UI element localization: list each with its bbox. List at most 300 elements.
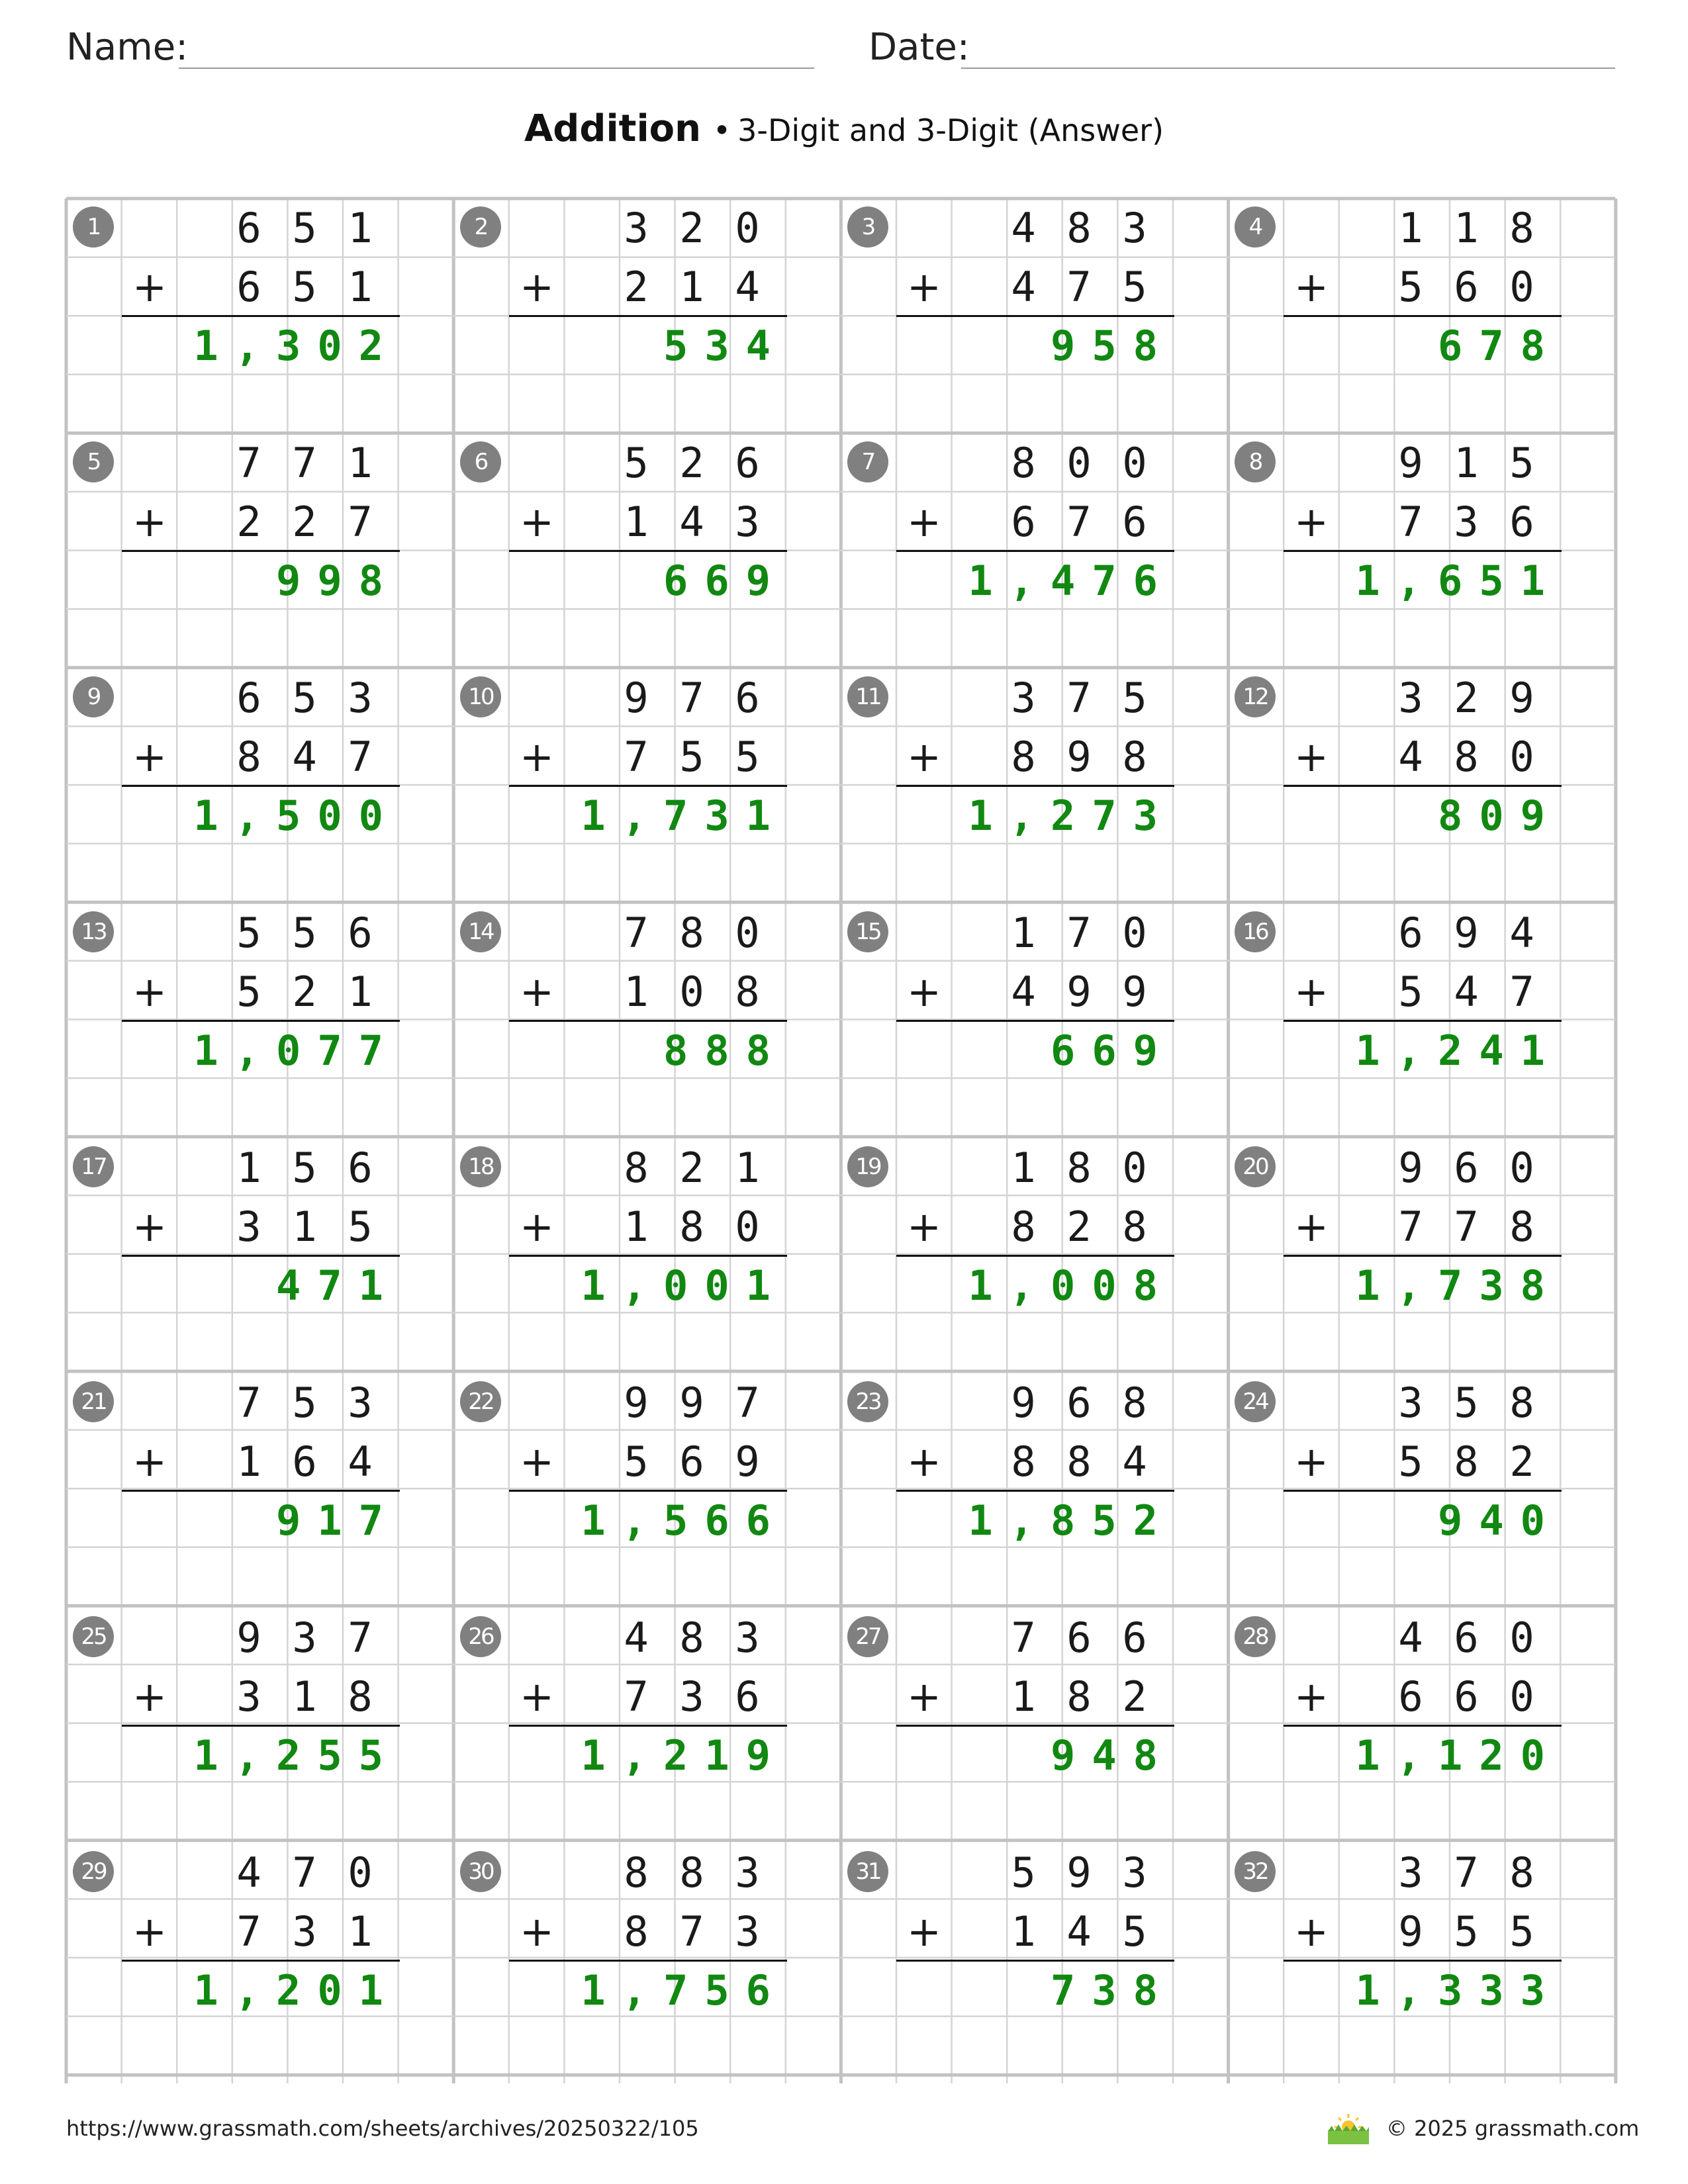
problem-1: [66, 199, 454, 434]
plus-sign: +: [132, 263, 167, 311]
addend-bottom-digit: 8: [624, 1907, 649, 1956]
addend-bottom-digit: 5: [735, 733, 760, 781]
addend-top-digit: 0: [1509, 1614, 1534, 1662]
addend-bottom-digit: 7: [624, 1672, 649, 1721]
problem-number-badge: 13: [73, 911, 114, 952]
addend-bottom-digit: 4: [348, 1437, 373, 1486]
answer-value: 1,651: [1355, 557, 1562, 605]
addend-top-digit: 5: [1454, 1379, 1479, 1427]
addend-bottom-digit: 1: [348, 968, 373, 1016]
problem-number-badge: 7: [847, 441, 888, 482]
addend-top-digit: 8: [1509, 1379, 1534, 1427]
answer-value: 1,001: [581, 1261, 787, 1310]
addend-bottom-digit: 5: [236, 968, 261, 1016]
addend-bottom-digit: 0: [1509, 1672, 1534, 1721]
addend-bottom-digit: 3: [735, 498, 760, 546]
addend-bottom-digit: 9: [1398, 1907, 1423, 1956]
problem-number-badge: 12: [1235, 676, 1276, 717]
plus-sign: +: [907, 733, 941, 781]
addend-top-digit: 5: [1509, 439, 1534, 487]
answer-value: 1,273: [968, 792, 1174, 840]
answer-value: 669: [663, 557, 787, 605]
problem-3: [841, 199, 1229, 434]
footer-copyright: © 2025 grassmath.com: [1386, 2116, 1640, 2141]
problem-number-badge: 24: [1235, 1381, 1276, 1422]
problem-18: [453, 1138, 841, 1374]
plus-sign: +: [520, 1437, 554, 1486]
problem-number-badge: 30: [460, 1851, 501, 1892]
addend-bottom-digit: 6: [1454, 1672, 1479, 1721]
problem-number-badge: 17: [73, 1146, 114, 1187]
problem-number-badge: 3: [847, 206, 888, 248]
addend-top-digit: 5: [292, 204, 317, 252]
addend-bottom-digit: 1: [1011, 1907, 1036, 1956]
problem-number-badge: 16: [1235, 911, 1276, 952]
addend-top-digit: 9: [1066, 1848, 1092, 1897]
problem-31: [841, 1843, 1229, 2079]
addend-bottom-digit: 5: [1122, 1907, 1147, 1956]
addend-bottom-digit: 3: [292, 1907, 317, 1956]
addend-top-digit: 6: [735, 439, 760, 487]
addend-top-digit: 6: [1066, 1614, 1092, 1662]
plus-sign: +: [520, 1672, 554, 1721]
addend-top-digit: 1: [348, 204, 373, 252]
addend-bottom-digit: 6: [1011, 498, 1036, 546]
answer-value: 1,333: [1355, 1966, 1562, 2015]
plus-sign: +: [520, 498, 554, 546]
addend-bottom-digit: 5: [1509, 1907, 1534, 1956]
plus-sign: +: [132, 1672, 167, 1721]
addend-bottom-digit: 7: [348, 498, 373, 546]
addend-bottom-digit: 5: [1398, 263, 1423, 311]
problem-32: [1228, 1843, 1616, 2079]
problem-2: [453, 199, 841, 434]
problem-number-badge: 10: [460, 676, 501, 717]
addend-bottom-digit: 1: [624, 968, 649, 1016]
addend-top-digit: 9: [679, 1379, 704, 1427]
answer-value: 1,201: [193, 1966, 400, 2015]
addend-top-digit: 7: [348, 1614, 373, 1662]
title-subtitle: 3-Digit and 3-Digit (Answer): [737, 113, 1164, 148]
addend-bottom-digit: 3: [236, 1672, 261, 1721]
problem-16: [1228, 903, 1616, 1139]
addend-top-digit: 6: [236, 674, 261, 722]
addend-top-digit: 0: [735, 204, 760, 252]
addend-top-digit: 9: [1011, 1379, 1036, 1427]
plus-sign: +: [520, 733, 554, 781]
addend-bottom-digit: 6: [236, 263, 261, 311]
problem-number-badge: 23: [847, 1381, 888, 1422]
problem-17: [66, 1138, 454, 1374]
plus-sign: +: [1294, 968, 1329, 1016]
addend-bottom-digit: 0: [735, 1203, 760, 1251]
problem-10: [453, 668, 841, 904]
problem-number-badge: 32: [1235, 1851, 1276, 1892]
problem-6: [453, 433, 841, 669]
addend-top-digit: 8: [1509, 1848, 1534, 1897]
addend-top-digit: 3: [1011, 674, 1036, 722]
problem-number-badge: 6: [460, 441, 501, 482]
addend-bottom-digit: 4: [292, 733, 317, 781]
problem-number-badge: 25: [73, 1616, 114, 1657]
problem-27: [841, 1608, 1229, 1844]
plus-sign: +: [132, 498, 167, 546]
answer-value: 1,566: [581, 1496, 787, 1545]
problem-number-badge: 28: [1235, 1616, 1276, 1657]
addend-bottom-digit: 7: [1454, 1203, 1479, 1251]
addend-top-digit: 1: [348, 439, 373, 487]
answer-value: 1,302: [193, 322, 400, 370]
addend-top-digit: 4: [236, 1848, 261, 1897]
answer-value: 1,756: [581, 1966, 787, 2015]
addend-top-digit: 6: [1122, 1614, 1147, 1662]
addend-bottom-digit: 8: [1122, 733, 1147, 781]
addend-top-digit: 8: [1122, 1379, 1147, 1427]
addend-bottom-digit: 6: [292, 1437, 317, 1486]
addend-bottom-digit: 8: [735, 968, 760, 1016]
answer-value: 669: [1051, 1026, 1174, 1075]
addend-bottom-digit: 6: [1454, 263, 1479, 311]
plus-sign: +: [520, 263, 554, 311]
addend-bottom-digit: 8: [1454, 1437, 1479, 1486]
addend-top-digit: 7: [1454, 1848, 1479, 1897]
addend-bottom-digit: 2: [1122, 1672, 1147, 1721]
answer-value: 1,077: [193, 1026, 400, 1075]
addend-top-digit: 8: [1011, 439, 1036, 487]
answer-value: 888: [663, 1026, 787, 1075]
problem-number-badge: 14: [460, 911, 501, 952]
plus-sign: +: [907, 968, 941, 1016]
answer-value: 1,120: [1355, 1731, 1562, 1780]
addend-top-digit: 3: [1122, 204, 1147, 252]
addend-bottom-digit: 1: [1011, 1672, 1036, 1721]
addend-top-digit: 0: [735, 909, 760, 957]
addend-bottom-digit: 8: [1011, 733, 1036, 781]
addend-top-digit: 7: [236, 1379, 261, 1427]
answer-value: 958: [1051, 322, 1174, 370]
problem-14: [453, 903, 841, 1139]
problem-15: [841, 903, 1229, 1139]
addend-top-digit: 7: [292, 1848, 317, 1897]
addend-top-digit: 3: [1398, 1379, 1423, 1427]
addend-top-digit: 5: [236, 909, 261, 957]
addend-bottom-digit: 8: [348, 1672, 373, 1721]
addend-bottom-digit: 7: [624, 733, 649, 781]
addend-bottom-digit: 0: [1509, 263, 1534, 311]
plus-sign: +: [520, 1203, 554, 1251]
answer-value: 917: [276, 1496, 400, 1545]
plus-sign: +: [907, 498, 941, 546]
addend-top-digit: 9: [236, 1614, 261, 1662]
problem-12: [1228, 668, 1616, 904]
problem-24: [1228, 1373, 1616, 1609]
addend-top-digit: 8: [624, 1144, 649, 1192]
addend-top-digit: 0: [1122, 439, 1147, 487]
problem-number-badge: 1: [73, 206, 114, 248]
problem-23: [841, 1373, 1229, 1609]
answer-value: 1,738: [1355, 1261, 1562, 1310]
problem-5: [66, 433, 454, 669]
plus-sign: +: [1294, 1437, 1329, 1486]
plus-sign: +: [1294, 733, 1329, 781]
title-bullet: •: [712, 113, 731, 148]
footer-url[interactable]: https://www.grassmath.com/sheets/archives/20250322/105: [66, 2116, 699, 2141]
problem-number-badge: 5: [73, 441, 114, 482]
addend-top-digit: 4: [624, 1614, 649, 1662]
plus-sign: +: [907, 1907, 941, 1956]
problem-9: [66, 668, 454, 904]
addend-bottom-digit: 1: [679, 263, 704, 311]
answer-value: 940: [1438, 1496, 1562, 1545]
problem-11: [841, 668, 1229, 904]
answer-value: 809: [1438, 792, 1562, 840]
addend-bottom-digit: 1: [348, 1907, 373, 1956]
addend-bottom-digit: 0: [1509, 733, 1534, 781]
addend-top-digit: 4: [1398, 1614, 1423, 1662]
addend-top-digit: 3: [292, 1614, 317, 1662]
problem-number-badge: 2: [460, 206, 501, 248]
addend-bottom-digit: 7: [679, 1907, 704, 1956]
problem-7: [841, 433, 1229, 669]
addend-top-digit: 9: [1454, 909, 1479, 957]
addend-bottom-digit: 8: [1066, 1437, 1092, 1486]
addend-bottom-digit: 8: [1011, 1437, 1036, 1486]
addend-top-digit: 8: [679, 909, 704, 957]
addend-bottom-digit: 8: [679, 1203, 704, 1251]
addend-bottom-digit: 5: [292, 263, 317, 311]
addend-top-digit: 8: [679, 1848, 704, 1897]
addend-bottom-digit: 2: [292, 498, 317, 546]
plus-sign: +: [1294, 498, 1329, 546]
problem-28: [1228, 1608, 1616, 1844]
plus-sign: +: [520, 968, 554, 1016]
problem-8: [1228, 433, 1616, 669]
answer-value: 471: [276, 1261, 400, 1310]
addend-bottom-digit: 3: [236, 1203, 261, 1251]
problem-13: [66, 903, 454, 1139]
answer-value: 948: [1051, 1731, 1174, 1780]
addend-bottom-digit: 3: [679, 1672, 704, 1721]
addend-top-digit: 3: [735, 1614, 760, 1662]
answer-value: 1,731: [581, 792, 787, 840]
addend-bottom-digit: 5: [1122, 263, 1147, 311]
addend-top-digit: 3: [1398, 674, 1423, 722]
problem-number-badge: 19: [847, 1146, 888, 1187]
addend-bottom-digit: 7: [348, 733, 373, 781]
addend-top-digit: 4: [1011, 204, 1036, 252]
plus-sign: +: [1294, 1672, 1329, 1721]
answer-value: 998: [276, 557, 400, 605]
answer-value: 1,255: [193, 1731, 400, 1780]
problem-21: [66, 1373, 454, 1609]
problem-number-badge: 11: [847, 676, 888, 717]
problem-20: [1228, 1138, 1616, 1374]
addend-top-digit: 1: [1011, 909, 1036, 957]
addend-bottom-digit: 9: [1066, 733, 1092, 781]
answer-value: 1,852: [968, 1496, 1174, 1545]
addend-bottom-digit: 4: [735, 263, 760, 311]
answer-value: 1,500: [193, 792, 400, 840]
plus-sign: +: [1294, 263, 1329, 311]
grass-sun-logo-icon: [1325, 2111, 1372, 2146]
addend-top-digit: 8: [679, 1614, 704, 1662]
addend-top-digit: 7: [1066, 909, 1092, 957]
addend-top-digit: 9: [1509, 674, 1534, 722]
addend-bottom-digit: 3: [1454, 498, 1479, 546]
addend-top-digit: 0: [348, 1848, 373, 1897]
problem-4: [1228, 199, 1616, 434]
addend-top-digit: 7: [236, 439, 261, 487]
addend-bottom-digit: 2: [236, 498, 261, 546]
addend-bottom-digit: 6: [735, 1672, 760, 1721]
addend-top-digit: 6: [1066, 1379, 1092, 1427]
problem-number-badge: 26: [460, 1616, 501, 1657]
plus-sign: +: [132, 1437, 167, 1486]
addend-bottom-digit: 7: [236, 1907, 261, 1956]
plus-sign: +: [132, 1203, 167, 1251]
problem-number-badge: 29: [73, 1851, 114, 1892]
problem-number-badge: 15: [847, 911, 888, 952]
addend-top-digit: 7: [735, 1379, 760, 1427]
addend-bottom-digit: 4: [1066, 1907, 1092, 1956]
addend-top-digit: 0: [1122, 909, 1147, 957]
addend-top-digit: 6: [348, 909, 373, 957]
answer-value: 1,008: [968, 1261, 1174, 1310]
addend-top-digit: 0: [1066, 439, 1092, 487]
addend-bottom-digit: 6: [1122, 498, 1147, 546]
addend-top-digit: 7: [624, 909, 649, 957]
addend-top-digit: 3: [624, 204, 649, 252]
date-label: Date:: [868, 26, 970, 69]
addend-bottom-digit: 8: [1011, 1203, 1036, 1251]
addend-bottom-digit: 4: [1454, 968, 1479, 1016]
addend-top-digit: 1: [1454, 204, 1479, 252]
addend-top-digit: 1: [1398, 204, 1423, 252]
addend-top-digit: 3: [348, 674, 373, 722]
addend-top-digit: 6: [1454, 1144, 1479, 1192]
problem-29: [66, 1843, 454, 2079]
addend-bottom-digit: 1: [624, 1203, 649, 1251]
plus-sign: +: [907, 1203, 941, 1251]
addend-top-digit: 1: [236, 1144, 261, 1192]
addend-bottom-digit: 5: [679, 733, 704, 781]
addend-top-digit: 6: [1398, 909, 1423, 957]
problem-25: [66, 1608, 454, 1844]
addend-bottom-digit: 5: [1454, 1907, 1479, 1956]
addend-bottom-digit: 7: [1066, 263, 1092, 311]
addend-top-digit: 3: [1122, 1848, 1147, 1897]
plus-sign: +: [907, 1437, 941, 1486]
addend-top-digit: 7: [679, 674, 704, 722]
addend-top-digit: 2: [679, 1144, 704, 1192]
problem-number-badge: 9: [73, 676, 114, 717]
addend-top-digit: 1: [1454, 439, 1479, 487]
addend-bottom-digit: 2: [1509, 1437, 1534, 1486]
addend-bottom-digit: 8: [1509, 1203, 1534, 1251]
problem-number-badge: 20: [1235, 1146, 1276, 1187]
addend-top-digit: 9: [1398, 1144, 1423, 1192]
addend-top-digit: 5: [292, 909, 317, 957]
addend-top-digit: 5: [292, 1144, 317, 1192]
problem-30: [453, 1843, 841, 2079]
addend-bottom-digit: 3: [735, 1907, 760, 1956]
problem-number-badge: 18: [460, 1146, 501, 1187]
addend-top-digit: 8: [1066, 1144, 1092, 1192]
name-label: Name:: [66, 26, 189, 69]
plus-sign: +: [907, 1672, 941, 1721]
addend-bottom-digit: 2: [292, 968, 317, 1016]
addend-top-digit: 9: [1398, 439, 1423, 487]
addend-top-digit: 6: [236, 204, 261, 252]
answer-value: 738: [1051, 1966, 1174, 2015]
plus-sign: +: [520, 1907, 554, 1956]
answer-value: 534: [663, 322, 787, 370]
plus-sign: +: [132, 733, 167, 781]
addend-bottom-digit: 6: [679, 1437, 704, 1486]
addend-bottom-digit: 1: [292, 1672, 317, 1721]
addend-bottom-digit: 8: [1066, 1672, 1092, 1721]
addend-bottom-digit: 7: [1398, 498, 1423, 546]
addend-bottom-digit: 2: [1066, 1203, 1092, 1251]
problem-19: [841, 1138, 1229, 1374]
problem-number-badge: 8: [1235, 441, 1276, 482]
addend-top-digit: 0: [1122, 1144, 1147, 1192]
addend-bottom-digit: 5: [1398, 1437, 1423, 1486]
addend-top-digit: 7: [1011, 1614, 1036, 1662]
addend-bottom-digit: 9: [1122, 968, 1147, 1016]
addend-bottom-digit: 6: [1398, 1672, 1423, 1721]
addend-bottom-digit: 1: [624, 498, 649, 546]
addend-top-digit: 6: [735, 674, 760, 722]
addend-top-digit: 0: [1509, 1144, 1534, 1192]
addend-bottom-digit: 8: [1122, 1203, 1147, 1251]
addend-bottom-digit: 7: [1066, 498, 1092, 546]
addend-bottom-digit: 8: [1454, 733, 1479, 781]
addend-top-digit: 2: [679, 204, 704, 252]
addend-bottom-digit: 7: [1509, 968, 1534, 1016]
addend-top-digit: 5: [624, 439, 649, 487]
problem-number-badge: 22: [460, 1381, 501, 1422]
addend-bottom-digit: 5: [348, 1203, 373, 1251]
problem-number-badge: 31: [847, 1851, 888, 1892]
addend-top-digit: 2: [679, 439, 704, 487]
addend-top-digit: 5: [1122, 674, 1147, 722]
addend-bottom-digit: 2: [624, 263, 649, 311]
addend-top-digit: 5: [1011, 1848, 1036, 1897]
answer-value: 1,476: [968, 557, 1174, 605]
addend-top-digit: 6: [1454, 1614, 1479, 1662]
addend-bottom-digit: 0: [679, 968, 704, 1016]
problem-22: [453, 1373, 841, 1609]
addend-top-digit: 5: [292, 1379, 317, 1427]
addend-bottom-digit: 1: [236, 1437, 261, 1486]
addend-bottom-digit: 6: [1509, 498, 1534, 546]
addend-bottom-digit: 7: [1398, 1203, 1423, 1251]
addend-bottom-digit: 5: [624, 1437, 649, 1486]
problem-number-badge: 27: [847, 1616, 888, 1657]
answer-value: 678: [1438, 322, 1562, 370]
plus-sign: +: [132, 968, 167, 1016]
addend-top-digit: 8: [624, 1848, 649, 1897]
addend-top-digit: 2: [1454, 674, 1479, 722]
addend-top-digit: 9: [624, 1379, 649, 1427]
addend-bottom-digit: 4: [1398, 733, 1423, 781]
addend-top-digit: 6: [348, 1144, 373, 1192]
plus-sign: +: [1294, 1203, 1329, 1251]
addend-bottom-digit: 1: [292, 1203, 317, 1251]
addend-bottom-digit: 4: [1122, 1437, 1147, 1486]
addend-bottom-digit: 4: [1011, 968, 1036, 1016]
